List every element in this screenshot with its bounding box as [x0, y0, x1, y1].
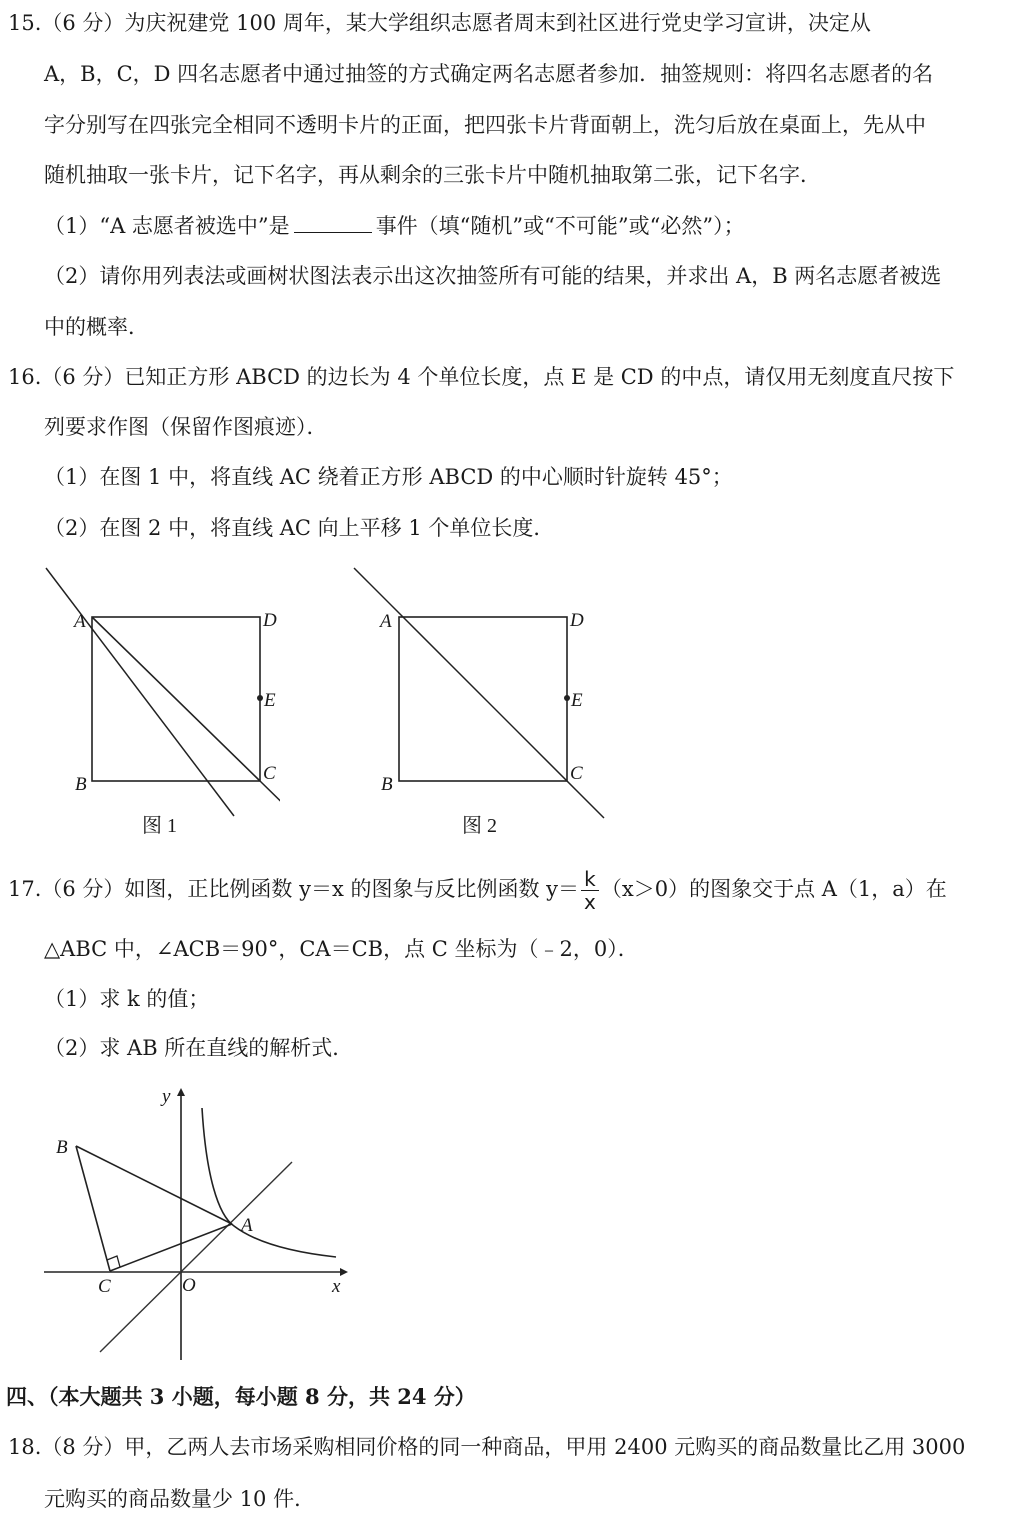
label-x: x [332, 1276, 341, 1297]
section-4-heading: 四、（本大题共 3 小题，每小题 8 分，共 24 分） [6, 1384, 476, 1409]
figure-1 [40, 560, 280, 850]
q17-line2: △ABC 中，∠ACB＝90°，CA＝CB，点 C 坐标为（﹣2，0）． [44, 937, 639, 961]
label-b: B [381, 774, 393, 795]
diagonal-ac [92, 617, 260, 781]
q16-line1: 16.（6 分）已知正方形 ABCD 的边长为 4 个单位长度，点 E 是 CD 的中点，请仅用无刻度直尺按下 [8, 365, 955, 389]
label-b: B [75, 774, 87, 795]
q18-line1: 18.（8 分）甲，乙两人去市场采购相同价格的同一种商品，甲用 2400 元购买的商品数量比乙用 3000 [8, 1435, 966, 1459]
label-a: A [241, 1215, 253, 1236]
q17-line1 [8, 868, 947, 913]
label-d: D [263, 610, 277, 631]
extension-c [260, 781, 280, 824]
label-c: C [263, 763, 276, 784]
fraction-numerator: k [581, 868, 599, 891]
side-ba [76, 1146, 232, 1224]
y-axis-arrow [177, 1088, 185, 1096]
side-ca [110, 1224, 232, 1271]
label-y: y [162, 1086, 171, 1107]
label-e: E [264, 690, 276, 711]
q15-part1 [44, 212, 745, 240]
label-c: C [98, 1276, 111, 1297]
q15-part2-line2: 中的概率． [44, 315, 149, 339]
q18-line2: 元购买的商品数量少 10 件． [44, 1487, 316, 1511]
q16-line2: 列要求作图（保留作图痕迹）． [44, 415, 328, 439]
q17-part2: （2）求 AB 所在直线的解析式． [44, 1036, 354, 1060]
q15-part2-line1: （2）请你用列表法或画树状图法表示出这次抽签所有可能的结果，并求出 A，B 两名志愿者被选 [44, 264, 942, 288]
q15-line4: 随机抽取一张卡片，记下名字，再从剩余的三张卡片中随机抽取第二张，记下名字． [44, 163, 821, 187]
q15-part1-post: 事件（填“随机”或“不可能”或“必然”）； [375, 214, 745, 238]
label-o: O [182, 1275, 196, 1296]
point-e [564, 695, 570, 701]
label-c: C [570, 763, 583, 784]
label-e: E [571, 690, 583, 711]
label-d: D [570, 610, 584, 631]
q16-part1: （1）在图 1 中，将直线 AC 绕着正方形 ABCD 的中心顺时针旋转 45°； [44, 465, 733, 489]
side-bc [76, 1146, 110, 1271]
fraction-denominator: x [584, 890, 596, 914]
q15-part1-pre: （1）“A 志愿者被选中”是 [44, 214, 290, 238]
q17-line1-post: （x＞0）的图象交于点 A（1，a）在 [600, 877, 947, 901]
x-axis-arrow [340, 1268, 348, 1276]
fraction-k-over-x [581, 868, 599, 913]
q17-part1: （1）求 k 的值； [44, 987, 210, 1011]
answer-blank [294, 212, 372, 233]
line-y-eq-x [100, 1162, 292, 1352]
q15-line2: A，B，C，D 四名志愿者中通过抽签的方式确定两名志愿者参加．抽签规则：将四名志愿者的名 [44, 62, 934, 86]
label-b: B [56, 1137, 68, 1158]
figure-q17 [40, 1080, 360, 1365]
q17-line1-pre: 17.（6 分）如图，正比例函数 y＝x 的图象与反比例函数 y＝ [8, 877, 580, 901]
q15-line1: 15.（6 分）为庆祝建党 100 周年，某大学组织志愿者周末到社区进行党史学习宣讲，决定从 [8, 11, 871, 35]
point-e [257, 695, 263, 701]
hyperbola-curve [202, 1108, 336, 1257]
figure-1-caption: 图 1 [142, 815, 177, 837]
q15-line3: 字分别写在四张完全相同不透明卡片的正面，把四张卡片背面朝上，洗匀后放在桌面上，先从中 [44, 113, 926, 137]
q16-part2: （2）在图 2 中，将直线 AC 向上平移 1 个单位长度． [44, 516, 555, 540]
label-a: A [380, 611, 392, 632]
figure-2 [348, 560, 618, 850]
label-a: A [74, 611, 86, 632]
figure-2-caption: 图 2 [462, 815, 497, 837]
